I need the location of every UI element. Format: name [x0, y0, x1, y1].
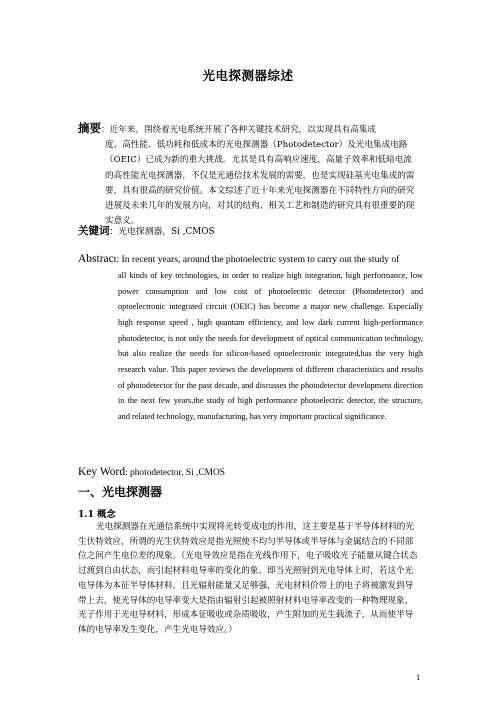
abstract-en-label: Abstrac: [78, 253, 114, 265]
keywords-en-text: : photodetector, Si ,CMOS: [125, 468, 225, 478]
body-paragraph: 光电探测器在光通信系统中实现将光转变成电的作用，这主要是基于半导体材料的光生伏特效应，所谓的光生伏特效应是指光照使不均匀半导体或半导体与金属结合的不同部位之间产生电位差的现象。（光电导效应是指在光线作用下，电子吸收光子能量从键合状态过渡到自由状态，而引起材料电导率的变化的象。即当光照射到光电导体上时，若这个光电导体为本征半导体材料，且光辐射能量又足够强，光电材料价带上的电子将被激发到导带上去，使光导体的电导率变大是指由辐射引起被照射材料电导率改变的一种物理现象，光子作用于光电导材料，形成本征吸收或杂质吸收，产生附加的光生载流子，从而使半导体的电导率发生变化，产生光电导效应。）: [78, 522, 418, 635]
abstract-en-first-text: t: In recent years, around the photoelectric system to carry out the study of: [113, 254, 400, 265]
keywords-en-label: Key Word: [78, 466, 126, 478]
abstract-en-first-line: [78, 251, 423, 268]
page-title: 光电探测器综述: [202, 68, 294, 83]
section-heading: 一、光电探测器: [78, 485, 163, 499]
abstract-cn-body: 度、高性能、低功耗和低成本的光电探测器（Photodetector）及光电集成电路（OEIC）已成为新的重大挑战。尤其是具有高响应速度，高量子效率和低暗电流的高性能光电探测器，不仅是光通信技术发展的需要，也是实现硅基光电集成的需要，具有很高的研究价值。本文综述了近十年来光电探测器在不同特性方向的研究进展及未来几年的发展方向，对其的结构、相关工艺和制造的研究具有很重要的现实意义。: [105, 140, 415, 227]
keywords-cn-label: 关键词: [78, 225, 110, 237]
page-number: 1: [416, 674, 421, 682]
abstract-cn-label: 摘要: [78, 121, 101, 135]
abstract-cn-first-line: [78, 121, 416, 138]
subsection-heading: 1.1 概念: [78, 509, 116, 520]
keywords-cn-text: ：光电探测器，Si ,CMOS: [109, 227, 215, 237]
abstract-cn-first-text: ：近年来，围绕着光电系统开展了各种关键技术研究，以实现具有高集成: [101, 125, 377, 135]
abstract-en: [78, 251, 423, 425]
abstract-en-body: all kinds of key technologies, in order to realize high integration, high performance, low power consumption and low cost of photoelectric detector (Photodetector) and optoelectronic integrated circuit (OEIC) has become a major new challenge. Especially high response speed , high quantum efficiency, and low dark current high-performance photodetector, is not only the needs for development of optical communication technology, but also realize the needs for silicon-based optoelectronic integrated,has the very high research value. This paper reviews the development of different characteristics and results of photodetector for the past decade, and discusses the photodetector development direction in the next few years,the study of high performance photoelectric detector, the structure, and related technology, manufacturing, has very important practical significance.: [118, 271, 423, 421]
abstract-cn: [78, 121, 416, 230]
keywords-en: [78, 466, 225, 478]
keywords-cn: [78, 223, 215, 238]
